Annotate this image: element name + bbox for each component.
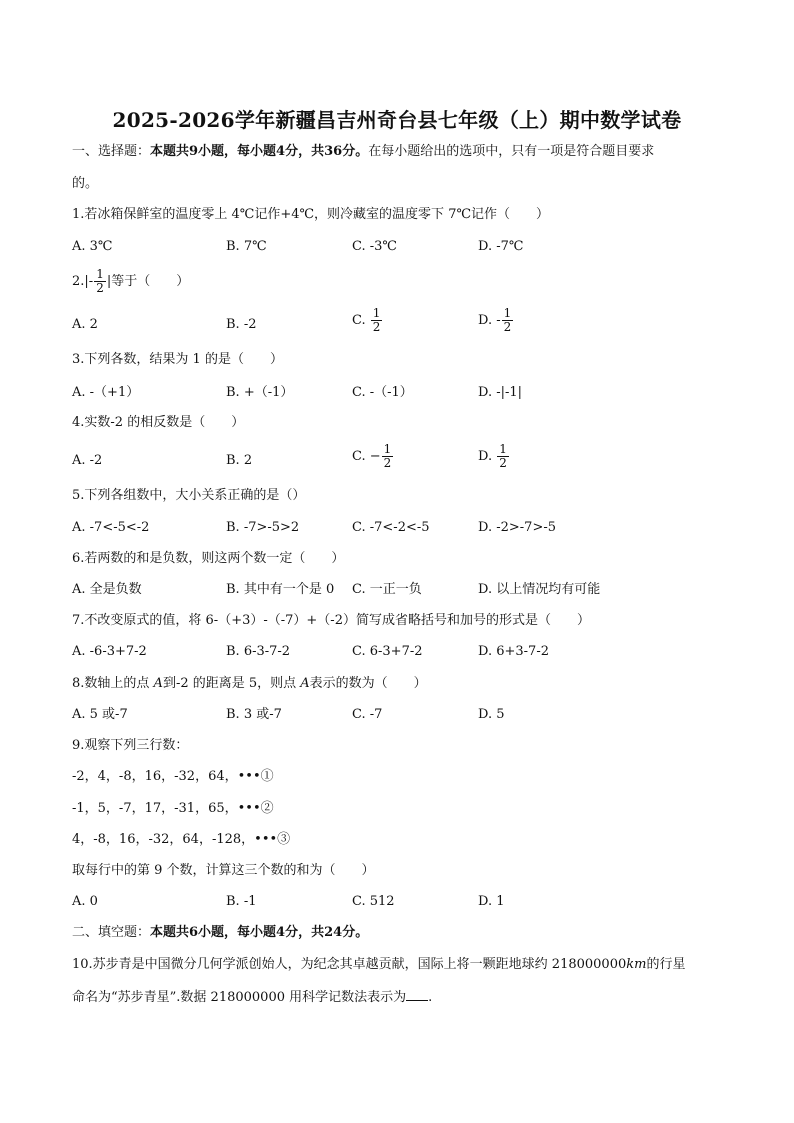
q4-option-d-fraction (497, 443, 509, 470)
question-8-stem (72, 675, 427, 693)
q8-option-c[interactable]: C. -7 (352, 707, 383, 722)
q8-stem-mid: 到-2 的距离是 5，则点 (162, 676, 301, 691)
q9-question: 取每行中的第 9 个数，计算这三个数的和为（ ） (72, 863, 375, 878)
frac-num: 1 (372, 306, 381, 320)
frac-num: 1 (383, 442, 392, 456)
question-5-stem: 5.下列各组数中，大小关系正确的是（） (72, 488, 306, 503)
q8-option-d[interactable]: D. 5 (478, 707, 505, 722)
q9-option-d[interactable]: D. 1 (478, 894, 505, 909)
section-1-rest: 在每小题给出的选项中，只有一项是符合题目要求 (368, 144, 655, 159)
frac-num: 1 (503, 306, 512, 320)
q6-option-b[interactable]: B. 其中有一个是 0 (226, 582, 335, 597)
section-2-prefix: 二、填空题： (72, 925, 151, 940)
q8-stem-post: 表示的数为（ ） (309, 676, 427, 691)
q1-option-a[interactable]: A. 3℃ (72, 239, 113, 254)
section-1-header-cont: 的。 (72, 176, 99, 191)
q2-option-d-label: D. - (478, 313, 501, 328)
q7-option-c[interactable]: C. 6-3+7-2 (352, 644, 423, 659)
question-10-stem-cont (72, 988, 432, 1007)
question-3-stem: 3.下列各数，结果为 1 的是（ ） (72, 352, 283, 367)
question-2-stem (72, 268, 189, 295)
question-9-stem: 9.观察下列三行数： (72, 738, 189, 753)
q4-option-d[interactable] (478, 443, 510, 470)
section-1-prefix: 一、选择题： (72, 144, 151, 159)
q10-answer-blank[interactable] (406, 988, 428, 1001)
section-1-header (72, 143, 654, 161)
q8-option-b[interactable]: B. 3 或-7 (226, 707, 282, 722)
q9-option-a[interactable]: A. 0 (72, 894, 98, 909)
q10-unit: km (626, 957, 647, 972)
question-7-stem: 7.不改变原式的值，将 6-（+3）-（-7）+（-2）简写成省略括号和加号的形式是（ ） (72, 613, 590, 628)
q3-option-d[interactable]: D. -|-1| (478, 385, 523, 400)
q4-option-a[interactable]: A. -2 (72, 453, 103, 468)
q9-sequence-row-2: -1，5，-7，17，-31，65，•••② (72, 801, 274, 816)
q2-option-c-fraction (371, 307, 383, 334)
question-10-stem (72, 956, 685, 974)
q2-option-b[interactable]: B. -2 (226, 317, 257, 332)
q8-variable-a-2: A (300, 676, 310, 691)
q5-option-b[interactable]: B. -7>-5>2 (226, 520, 300, 535)
q9-option-c[interactable]: C. 512 (352, 894, 395, 909)
q9-sequence-row-3: 4，-8，16，-32，64，-128，•••③ (72, 832, 291, 847)
q7-option-b[interactable]: B. 6-3-7-2 (226, 644, 291, 659)
q2-frac-num: 1 (96, 267, 104, 281)
section-1-bold: 本题共9小题，每小题4分，共36分。 (150, 144, 369, 159)
q7-option-d[interactable]: D. 6+3-7-2 (478, 644, 549, 659)
q4-option-c-label: C. − (352, 449, 381, 464)
frac-num: 1 (499, 442, 507, 456)
question-6-stem: 6.若两数的和是负数，则这两个数一定（ ） (72, 551, 345, 566)
q6-option-d[interactable]: D. 以上情况均有可能 (478, 582, 601, 597)
q2-option-a[interactable]: A. 2 (72, 317, 98, 332)
section-2-header (72, 924, 368, 942)
q1-option-c[interactable]: C. -3℃ (352, 239, 397, 254)
q1-option-b[interactable]: B. 7℃ (226, 239, 267, 254)
q5-option-a[interactable]: A. -7<-5<-2 (72, 520, 150, 535)
frac-den: 2 (372, 320, 381, 334)
q4-option-c[interactable] (352, 443, 394, 470)
q3-option-b[interactable]: B. +（-1） (226, 385, 294, 400)
q7-option-a[interactable]: A. -6-3+7-2 (72, 644, 147, 659)
q8-option-a[interactable]: A. 5 或-7 (72, 707, 128, 722)
q10-line-2-end: . (428, 990, 433, 1005)
q5-option-d[interactable]: D. -2>-7>-5 (478, 520, 556, 535)
q6-option-a[interactable]: A. 全是负数 (72, 582, 142, 597)
q2-option-c[interactable] (352, 307, 383, 334)
q4-option-d-label: D. (478, 449, 497, 464)
q4-option-b[interactable]: B. 2 (226, 453, 253, 468)
q10-line-2: 命名为“苏步青星”.数据 218000000 用科学记数法表示为 (72, 990, 407, 1005)
q10-text-pre: 10.苏步青是中国微分几何学派创始人，为纪念其卓越贡献，国际上将一颗距地球约 218000000 (72, 957, 627, 972)
question-1-stem: 1.若冰箱保鲜室的温度零上 4℃记作+4℃，则冷藏室的温度零下 7℃记作（ ） (72, 207, 550, 222)
q2-option-d[interactable] (478, 307, 514, 334)
q2-frac-den: 2 (96, 281, 104, 295)
frac-den: 2 (383, 456, 392, 470)
q2-fraction (94, 268, 106, 295)
q2-option-d-fraction (502, 307, 514, 334)
q8-stem-pre: 8.数轴上的点 (72, 676, 154, 691)
q2-option-c-label: C. (352, 313, 370, 328)
q8-variable-a: A (153, 676, 163, 691)
q10-text-post: 的行星 (646, 957, 686, 972)
q4-option-c-fraction (382, 443, 394, 470)
question-4-stem: 4.实数-2 的相反数是（ ） (72, 415, 245, 430)
section-2-bold: 本题共6小题，每小题4分，共24分。 (150, 925, 369, 940)
q9-sequence-row-1: -2，4，-8，16，-32，64，•••① (72, 769, 274, 784)
frac-den: 2 (503, 320, 512, 334)
q2-stem-post: |等于（ ） (106, 274, 190, 289)
q5-option-c[interactable]: C. -7<-2<-5 (352, 520, 430, 535)
frac-den: 2 (499, 456, 507, 470)
q2-stem-pre: 2.|- (72, 274, 94, 289)
q6-option-c[interactable]: C. 一正一负 (352, 582, 422, 597)
q3-option-c[interactable]: C. -（-1） (352, 385, 413, 400)
q9-option-b[interactable]: B. -1 (226, 894, 257, 909)
q3-option-a[interactable]: A. -（+1） (72, 385, 140, 400)
q1-option-d[interactable]: D. -7℃ (478, 239, 524, 254)
page-title: 2025-2026学年新疆昌吉州奇台县七年级（上）期中数学试卷 (112, 108, 682, 132)
